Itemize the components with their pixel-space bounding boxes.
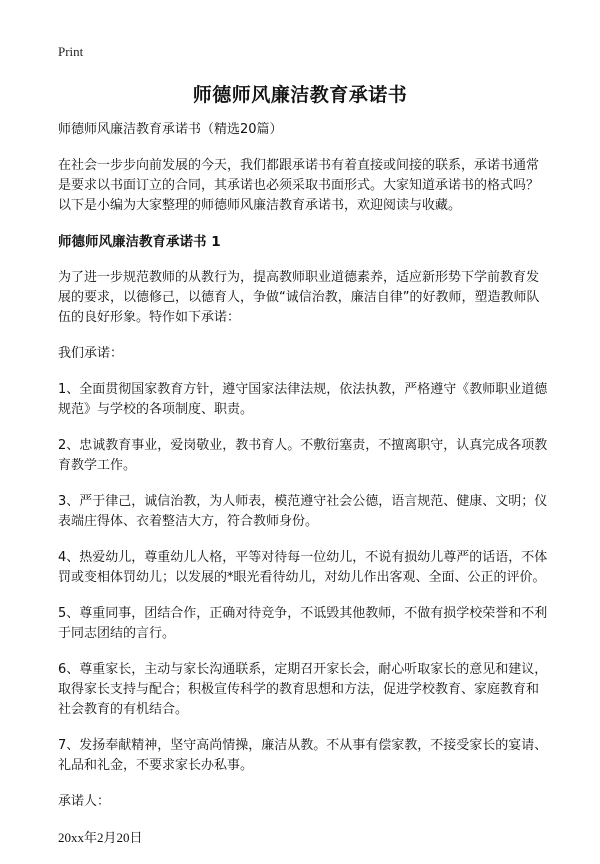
document-subtitle: 师德师风廉洁教育承诺书（精选20篇） <box>58 122 283 137</box>
signature-date: 20xx年2月20日 <box>58 830 143 845</box>
intro-paragraph: 在社会一步步向前发展的今天，我们都跟承诺书有着直接或间接的联系，承诺书通常是要求以书面订立的合同，其承诺也必须采取书面形式。大家知道承诺书的格式吗？以下是小编为大家整理的师德师风廉洁教育承诺书，欢迎阅读与收藏。 <box>58 158 540 213</box>
promise-item-4: 4、热爱幼儿，尊重幼儿人格，平等对待每一位幼儿，不说有损幼儿尊严的话语，不体罚或变相体罚幼儿；以发展的*眼光看待幼儿，对幼儿作出客观、全面、公正的评价。 <box>58 550 548 585</box>
promise-item-7: 7、发扬奉献精神，坚守高尚情操，廉洁从教。不从事有偿家教，不接受家长的宴请、礼品和礼金，不要求家长办私事。 <box>58 738 548 773</box>
signer-label: 承诺人： <box>58 794 111 809</box>
page-title: 师德师风廉洁教育承诺书 <box>192 84 408 106</box>
document-body <box>58 120 548 864</box>
promise-item-3: 3、严于律己，诚信治教，为人师表，模范遵守社会公德，语言规范、健康、文明；仪表端庄得体、衣着整洁大方，符合教师身份。 <box>58 494 548 529</box>
section-intro-paragraph: 为了进一步规范教师的从教行为，提高教师职业道德素养，适应新形势下学前教育发展的要求，以德修己，以德育人，争做“诚信治教，廉洁自律”的好教师，塑造教师队伍的良好形象。特作如下承诺： <box>58 270 540 325</box>
print-link[interactable]: Print <box>58 44 84 59</box>
promise-label: 我们承诺： <box>58 346 124 361</box>
promise-item-6: 6、尊重家长，主动与家长沟通联系，定期召开家长会，耐心听取家长的意见和建议，取得家长支持与配合；积极宣传科学的教育思想和方法，促进学校教育、家庭教育和社会教育的有机结合。 <box>58 662 548 717</box>
promise-item-1: 1、全面贯彻国家教育方针，遵守国家法律法规，依法执教，严格遵守《教师职业道德规范》与学校的各项制度、职责。 <box>58 382 548 417</box>
promise-item-2: 2、忠诚教育事业，爱岗敬业，教书育人。不敷衍塞责，不擅离职守，认真完成各项教育教学工作。 <box>58 438 548 473</box>
promise-item-5: 5、尊重同事，团结合作，正确对待竞争，不诋毁其他教师，不做有损学校荣誉和不利于同志团结的言行。 <box>58 606 548 641</box>
section-heading: 师德师风廉洁教育承诺书 1 <box>58 234 221 250</box>
